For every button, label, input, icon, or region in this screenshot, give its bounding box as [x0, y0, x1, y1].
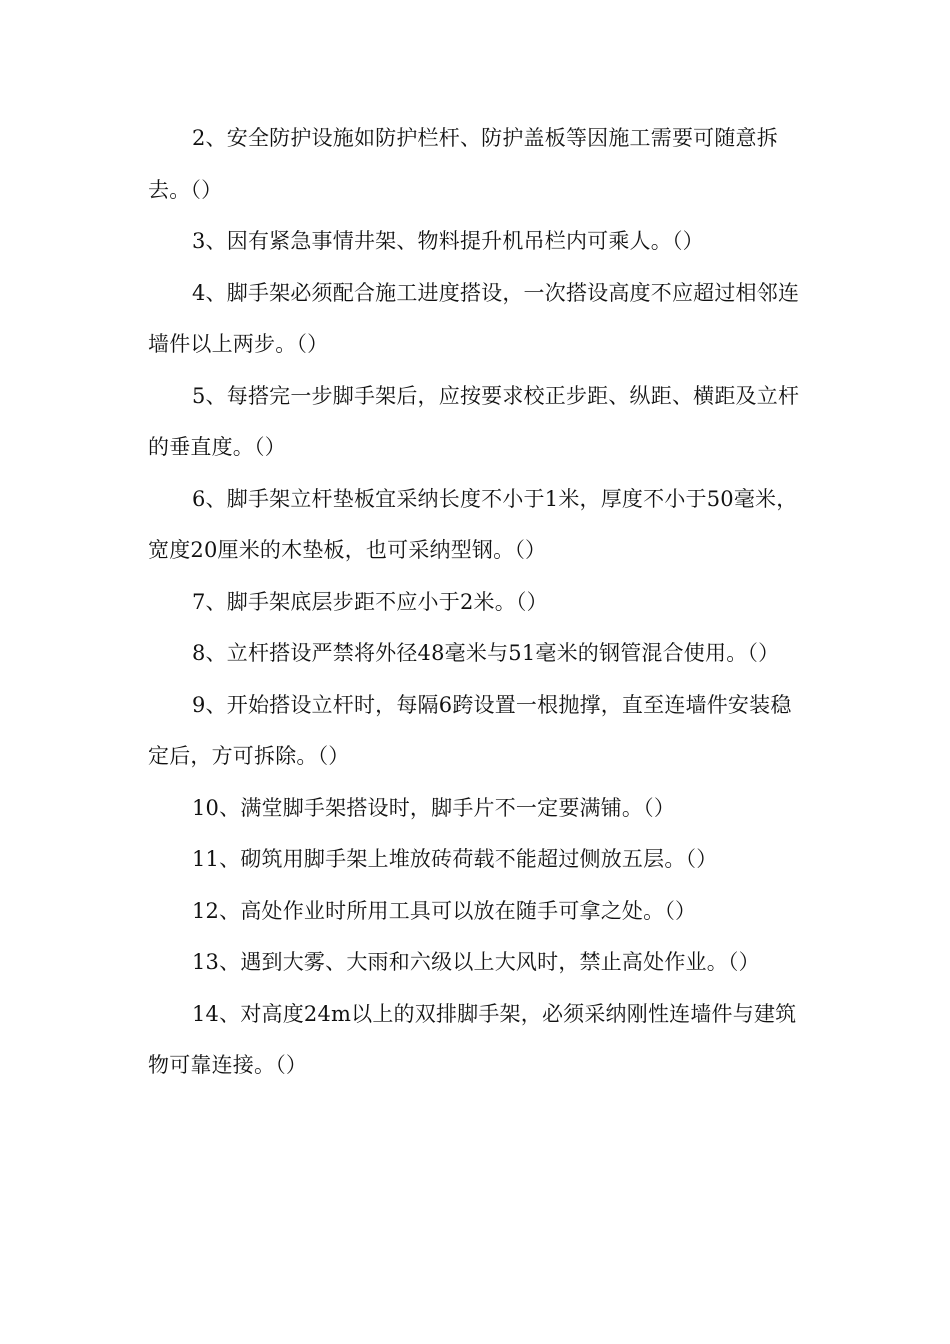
question-item-13: 13、遇到大雾、大雨和六级以上大风时，禁止高处作业。（） [192, 950, 760, 974]
question-item-8: 8、立杆搭设严禁将外径48毫米与51毫米的钢管混合使用。（） [192, 641, 780, 665]
question-item-7: 7、脚手架底层步距不应小于2米。（） [192, 589, 548, 614]
question-item-6: 6、脚手架立杆垫板宜采纳长度不小于1米，厚度不小于50毫米，宽度20厘米的木垫板，也可采纳型钢。（） [148, 486, 798, 562]
question-item-12: 12、高处作业时所用工具可以放在随手可拿之处。（） [192, 898, 697, 923]
question-item-5: 5、每搭完一步脚手架后，应按要求校正步距、纵距、横距及立杆的垂直度。（） [148, 383, 800, 459]
question-item-2: 2、安全防护设施如防护栏杆、防护盖板等因施工需要可随意拆去。（） [148, 126, 778, 202]
question-item-4: 4、脚手架必须配合施工进度搭设，一次搭设高度不应超过相邻连墙件以上两步。（） [148, 280, 800, 356]
question-item-14: 14、对高度24m以上的双排脚手架，必须采纳刚性连墙件与建筑物可靠连接。（） [148, 1001, 797, 1077]
question-item-9: 9、开始搭设立杆时，每隔6跨设置一根抛撑，直至连墙件安装稳定后，方可拆除。（） [148, 692, 792, 768]
question-list [148, 113, 803, 1092]
question-item-10: 10、满堂脚手架搭设时，脚手片不一定要满铺。（） [192, 795, 676, 820]
question-item-3: 3、因有紧急事情井架、物料提升机吊栏内可乘人。（） [192, 229, 704, 253]
question-item-11: 11、砌筑用脚手架上堆放砖荷载不能超过侧放五层。（） [192, 847, 718, 871]
